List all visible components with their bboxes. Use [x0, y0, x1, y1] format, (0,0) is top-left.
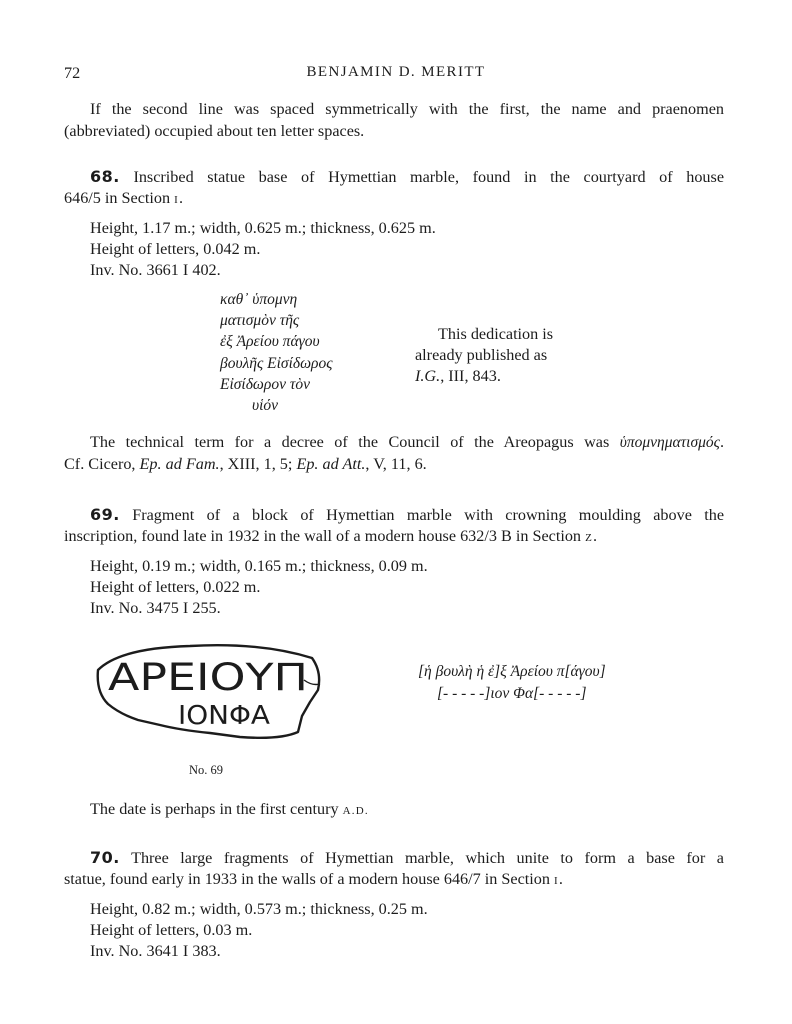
entry-68-number: 68. [90, 167, 120, 186]
citation-fam: Ep. ad Fam. [139, 455, 220, 473]
entry-69-desc-line-1: Fragment of a block of Hymettian marble with crowning moulding above the [132, 506, 725, 524]
entry-70-letter-height: Height of letters, 0.03 m. [90, 921, 253, 939]
entry-69-inventory: Inv. No. 3475 I 255. [90, 599, 221, 617]
running-title: BENJAMIN D. MERITT [306, 64, 486, 80]
greek-line: καθ᾽ ὑπομνη [220, 291, 298, 308]
entry-68-note-line-3: I.G., III, 843. [415, 367, 501, 385]
fragment-line-2: ΙΟΝΦΑ [178, 701, 271, 731]
era-abbrev: A.D. [342, 805, 369, 817]
section-letter: I [554, 875, 559, 887]
entry-70-inventory: Inv. No. 3641 I 383. [90, 942, 221, 960]
entry-68-note-line-1: This dedication is [438, 325, 554, 343]
entry-69-number: 69. [90, 505, 120, 524]
entry-69-dimensions: Height, 0.19 m.; width, 0.165 m.; thickness, 0.09 m. [90, 557, 428, 575]
entry-68-inventory: Inv. No. 3661 I 402. [90, 261, 221, 279]
entry-69-letter-height: Height of letters, 0.022 m. [90, 578, 261, 596]
section-letter: I [174, 194, 180, 206]
entry-68-letter-height: Height of letters, 0.042 m. [90, 240, 261, 258]
section-letter: Z [585, 532, 593, 544]
greek-line: βουλῆς Εἰσίδωρος [220, 354, 333, 372]
restoration-line-2: [- - - - -]ιον Φα[- - - - -] [437, 685, 587, 702]
entry-70-dimensions: Height, 0.82 m.; width, 0.573 m.; thickness, 0.25 m. [90, 900, 428, 918]
entry-69-desc-line-2: inscription, found late in 1932 in the wall of a modern house 632/3 B in Section Z. [64, 527, 598, 545]
fragment-line-1: ΑΡΕΙΟΥΠ [108, 656, 308, 699]
greek-line: ἐξ Ἀρείου πάγου [220, 333, 320, 351]
entry-68-comment-line-2: Cf. Cicero, Ep. ad Fam., XIII, 1, 5; Ep. ad Att., V, 11, 6. [64, 455, 427, 473]
restoration-line-1: [ἡ βουλὴ ἡ ἐ]ξ Ἀρείου π[άγου] [418, 663, 606, 680]
entry-68-comment-line-1: The technical term for a decree of the Council of the Areopagus was ὑπομνηματισμός. [90, 433, 724, 451]
page-number: 72 [64, 64, 81, 82]
entry-68-desc-line-1: Inscribed statue base of Hymettian marble, found in the courtyard of house [133, 168, 725, 186]
greek-line: Εἰσίδωρον τὸν [220, 375, 310, 393]
entry-69-heading [90, 504, 724, 526]
entry-70-desc-line-1: Three large fragments of Hymettian marble, which unite to form a base for a [131, 849, 724, 867]
fragment-drawing [90, 640, 330, 750]
entry-70-heading [90, 847, 724, 869]
intro-line-2: (abbreviated) occupied about ten letter spaces. [64, 122, 365, 140]
entry-68-desc-line-2: 646/5 in Section I. [64, 189, 184, 207]
entry-68-dimensions: Height, 1.17 m.; width, 0.625 m.; thickness, 0.625 m. [90, 219, 436, 237]
entry-69-date-note: The date is perhaps in the first century A.D. [90, 800, 369, 818]
greek-term: ὑπομνηματισμός [619, 434, 720, 451]
entry-70-desc-line-2: statue, found early in 1933 in the walls of a modern house 646/7 in Section I. [64, 870, 563, 888]
citation-att: Ep. ad Att. [296, 455, 366, 473]
greek-line: ματισμὸν τῆς [220, 312, 300, 330]
greek-line: υἱόν [252, 397, 279, 415]
intro-line-1: If the second line was spaced symmetrically with the first, the name and praenomen [90, 100, 724, 118]
entry-70-number: 70. [90, 848, 120, 867]
ig-abbrev: I.G. [415, 367, 441, 385]
entry-68-heading [90, 166, 724, 188]
entry-68-greek-text [220, 289, 333, 416]
figure-caption: No. 69 [189, 763, 224, 777]
entry-68-note-line-2: already published as [415, 346, 548, 364]
